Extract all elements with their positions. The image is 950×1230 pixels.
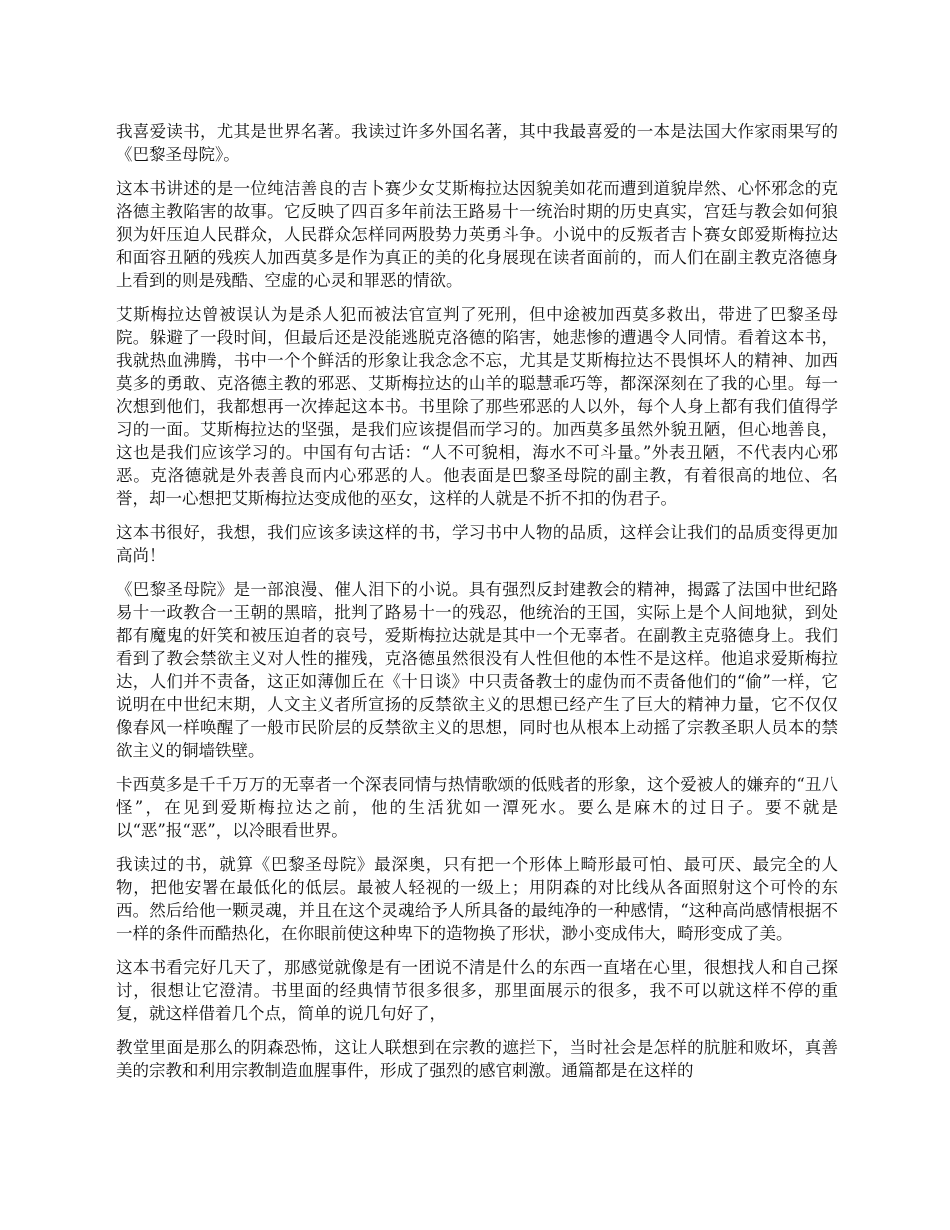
- paragraph: 这本书讲述的是一位纯洁善良的吉卜赛少女艾斯梅拉达因貌美如花而遭到道貌岸然、心怀邪念的克洛德主教陷害的故事。它反映了四百多年前法王路易十一统治时期的历史真实，宫廷与教会如何狼狈为奸压迫人民群众，人民群众怎样同两股势力英勇斗争。小说中的反叛者吉卜赛女郎爱斯梅拉达和面容丑陋的残疾人加西莫多是作为真正的美的化身展现在读者面前的，而人们在副主教克洛德身上看到的则是残酷、空虚的心灵和罪恶的情欲。: [116, 179, 838, 290]
- document-body: [116, 120, 838, 1093]
- paragraph: 我喜爱读书，尤其是世界名著。我读过许多外国名著，其中我最喜爱的一本是法国大作家雨果写的《巴黎圣母院》。: [116, 122, 838, 164]
- paragraph: 艾斯梅拉达曾被误认为是杀人犯而被法官宣判了死刑，但中途被加西莫多救出，带进了巴黎圣母院。躲避了一段时间，但最后还是没能逃脱克洛德的陷害，她悲惨的遭遇令人同情。看着这本书，我就热血沸腾，书中一个个鲜活的形象让我念念不忘，尤其是艾斯梅拉达不畏惧坏人的精神、加西莫多的勇敢、克洛德主教的邪恶、艾斯梅拉达的山羊的聪慧乖巧等，都深深刻在了我的心里。每一次想到他们，我都想再一次捧起这本书。书里除了那些邪恶的人以外，每个人身上都有我们值得学习的一面。艾斯梅拉达的坚强，是我们应该提倡而学习的。加西莫多虽然外貌丑陋，但心地善良，这也是我们应该学习的。中国有句古话：“人不可貌相，海水不可斗量。”外表丑陋，不代表内心邪恶。克洛德就是外表善良而内心邪恶的人。他表面是巴黎圣母院的副主教，有着很高的地位、名誉，却一心想把艾斯梅拉达变成他的巫女，这样的人就是不折不扣的伪君子。: [116, 305, 838, 508]
- paragraph: 卡西莫多是千千万万的无辜者一个深表同情与热情歌颂的低贱者的形象，这个爱被人的嫌弃的“丑八怪”，在见到爱斯梅拉达之前，他的生活犹如一潭死水。要么是麻木的过日子。要不就是以“恶”报“恶”，以冷眼看世界。: [116, 775, 838, 840]
- paragraph: 《巴黎圣母院》是一部浪漫、催人泪下的小说。具有强烈反封建教会的精神，揭露了法国中世纪路易十一政教合一王朝的黑暗，批判了路易十一的残忍，他统治的王国，实际上是个人间地狱，到处都有魔鬼的奸笑和被压迫者的哀号，爱斯梅拉达就是其中一个无辜者。在副教主克骆德身上。我们看到了教会禁欲主义对人性的摧残，克洛德虽然很没有人性但他的本性不是这样。他追求爱斯梅拉达，人们并不责备，这正如薄伽丘在《十日谈》中只责备教士的虚伪而不责备他们的“偷”一样，它说明在中世纪末期，人文主义者所宣扬的反禁欲主义的思想已经产生了巨大的精神力量，它不仅仅像春风一样唤醒了一般市民阶层的反禁欲主义的思想，同时也从根本上动摇了宗教圣职人员本的禁欲主义的铜墙铁壁。: [116, 580, 838, 760]
- paragraph: 教堂里面是那么的阴森恐怖，这让人联想到在宗教的遮拦下，当时社会是怎样的肮脏和败坏，真善美的宗教和利用宗教制造血腥事件，形成了强烈的感官刺激。通篇都是在这样的: [116, 1038, 838, 1080]
- paragraph: 这本书很好，我想，我们应该多读这样的书，学习书中人物的品质，这样会让我们的品质变得更加高尚！: [116, 523, 838, 565]
- paragraph: 这本书看完好几天了，那感觉就像是有一团说不清是什么的东西一直堵在心里，很想找人和自己探讨，很想让它澄清。书里面的经典情节很多很多，那里面展示的很多，我不可以就这样不停的重复，就这样借着几个点，简单的说几句好了，: [116, 958, 838, 1023]
- paragraph: 我读过的书，就算《巴黎圣母院》最深奥，只有把一个形体上畸形最可怕、最可厌、最完全的人物，把他安署在最低化的低层。最被人轻视的一级上；用阴森的对比线从各面照射这个可怜的东西。然后给他一颗灵魂，并且在这个灵魂给予人所具备的最纯净的一种感情，“这种高尚感情根据不一样的条件而酷热化，在你眼前使这种卑下的造物换了形状，渺小变成伟大，畸形变成了美。: [116, 855, 838, 943]
